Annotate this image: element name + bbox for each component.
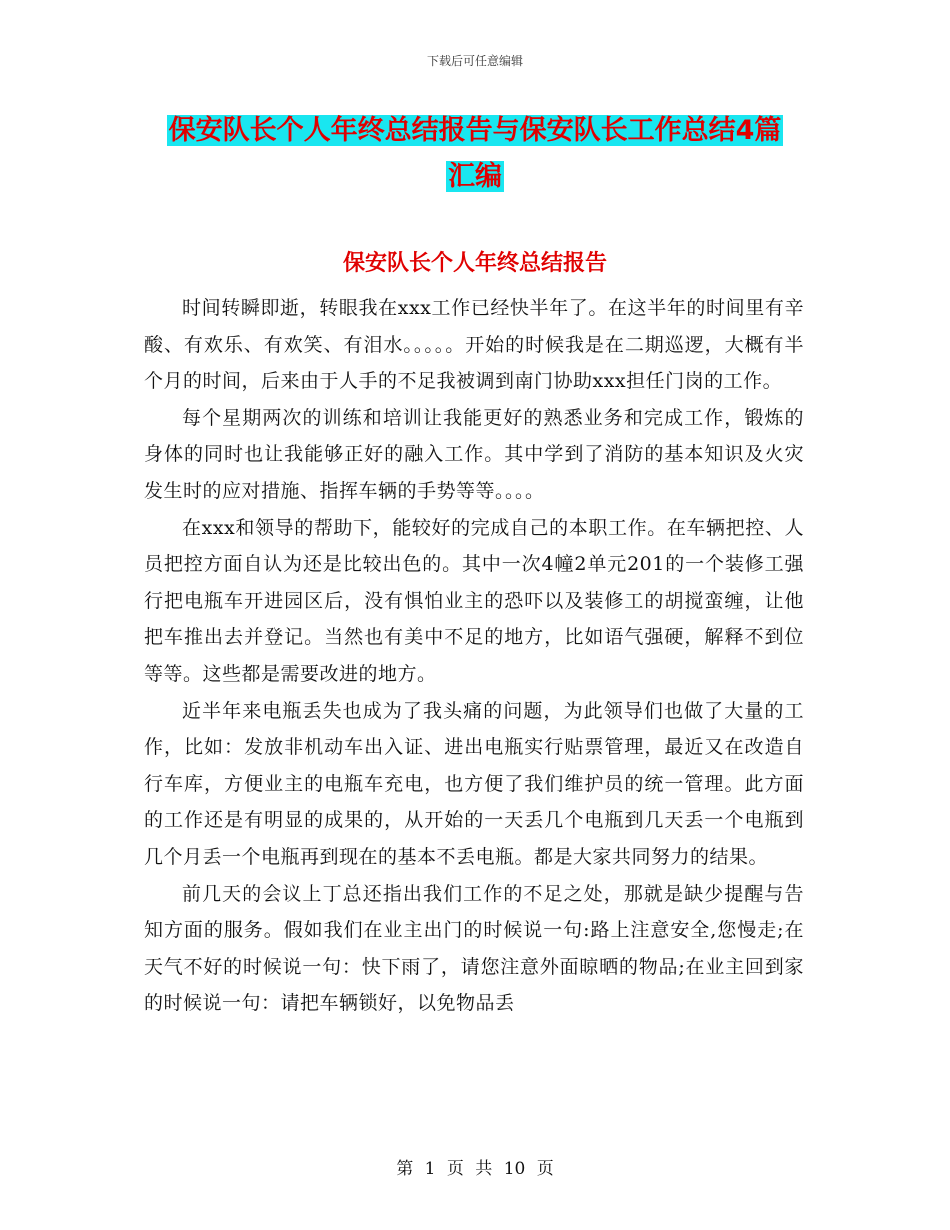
paragraph: 前几天的会议上丁总还指出我们工作的不足之处，那就是缺少提醒与告知方面的服务。假如我们在业主出门的时候说一句:路上注意安全,您慢走;在天气不好的时候说一句：快下雨了，请您注意外面晾晒的物品;在业主回到家的时候说一句：请把车辆锁好，以免物品丢 xyxy=(144,882,804,1015)
document-title-line-2: 汇编 xyxy=(448,161,502,192)
paragraph: 每个星期两次的训练和培训让我能更好的熟悉业务和完成工作，锻炼的身体的同时也让我能够正好的融入工作。其中学到了消防的基本知识及火灾发生时的应对措施、指挥车辆的手势等等。。。。 xyxy=(144,406,804,502)
body-text xyxy=(144,290,804,1022)
paragraph: 近半年来电瓶丢失也成为了我头痛的问题，为此领导们也做了大量的工作，比如：发放非机动车出入证、进出电瓶实行贴票管理，最近又在改造自行车库，方便业主的电瓶车充电，也方便了我们维护员的统一管理。此方面的工作还是有明显的成果的，从开始的一天丢几个电瓶到几天丢一个电瓶到几个月丢一个电瓶再到现在的基本不丢电瓶。都是大家共同努力的结果。 xyxy=(144,699,804,868)
paragraph: 时间转瞬即逝，转眼我在xxx工作已经快半年了。在这半年的时间里有辛酸、有欢乐、有欢笑、有泪水。。。。。开始的时候我是在二期巡逻，大概有半个月的时间，后来由于人手的不足我被调到南门协助xxx担任门岗的工作。 xyxy=(144,297,804,393)
header-note: 下载后可任意编辑 xyxy=(426,54,523,68)
document-title-line-1: 保安队长个人年终总结报告与保安队长工作总结4篇 xyxy=(168,115,782,146)
paragraph: 在xxx和领导的帮助下，能较好的完成自己的本职工作。在车辆把控、人员把控方面自认为还是比较出色的。其中一次4幢2单元201的一个装修工强行把电瓶车开进园区后，没有惧怕业主的恐吓以及装修工的胡搅蛮缠，让他把车推出去并登记。当然也有美中不足的地方，比如语气强硬，解释不到位等等。这些都是需要改进的地方。 xyxy=(144,516,804,685)
section-heading: 保安队长个人年终总结报告 xyxy=(342,251,607,276)
page-number-footer: 第 1 页 共 10 页 xyxy=(396,1159,554,1179)
document-title xyxy=(140,108,810,200)
